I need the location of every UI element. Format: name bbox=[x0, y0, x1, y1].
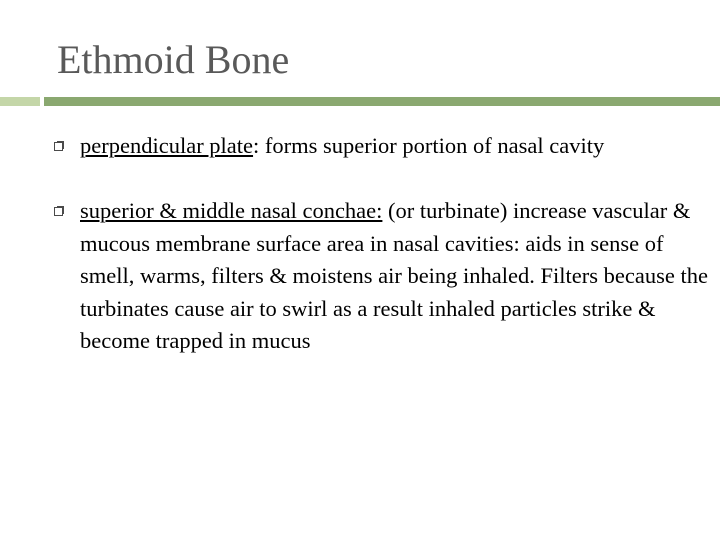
title-divider-bar bbox=[44, 97, 720, 106]
title-divider-accent bbox=[0, 97, 40, 106]
bullet-term: perpendicular plate bbox=[80, 133, 254, 158]
box-bullet-icon bbox=[54, 207, 63, 216]
bullet-text: : forms superior portion of nasal cavity bbox=[253, 133, 605, 158]
bullet-term: superior & middle nasal conchae: bbox=[80, 198, 383, 223]
bullet-text: (or turbinate) increase vascular & mucous membrane surface area in nasal cavities: aids in sense of smell, warms, filters & moistens air being inhaled. Filters because the turbinates cause air to swirl as a result inhaled particles strike & become trapped in mucus bbox=[80, 198, 708, 353]
bullet-item bbox=[80, 195, 710, 358]
bullet-item bbox=[80, 130, 710, 163]
box-bullet-icon bbox=[54, 142, 63, 151]
slide-title: Ethmoid Bone bbox=[57, 37, 290, 82]
